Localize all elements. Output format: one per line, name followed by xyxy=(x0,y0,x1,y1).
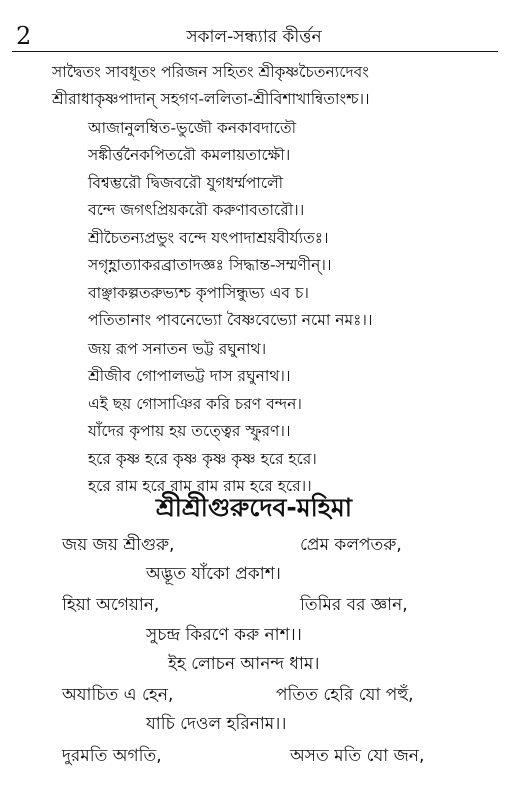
prayer-line: সঙ্কীর্ত্তনৈকপিতরৌ কমলায়তাক্ষৌ। xyxy=(88,146,291,164)
prayer-line: হরে কৃষ্ণ হরে কৃষ্ণ কৃষ্ণ কৃষ্ণ হরে হরে। xyxy=(88,450,317,468)
verse-bottom: যাচি দেওল হরিনাম।। xyxy=(146,714,287,734)
verse-left: হিয়া অগেয়ান, xyxy=(62,595,160,615)
prayer-line: বন্দে জগৎপ্রিয়করৌ করুণাবতারৌ।। xyxy=(88,201,305,219)
header-rule xyxy=(12,51,498,52)
prayer-line: বাঞ্ছাকল্পতরুভ্যশ্চ কৃপাসিন্ধুভ্য এব চ। xyxy=(88,284,309,302)
verse-bottom: অদ্ভূত যাঁকো প্রকাশ। xyxy=(146,564,281,584)
verse-right: তিমির বর জ্ঞান, xyxy=(300,595,408,615)
prayer-line: পতিতানাং পাবনেভ্যো বৈষ্ণবেভ্যো নমো নমঃ।। xyxy=(88,311,373,329)
verse-center: ইহ লোচন আনন্দ ধাম। xyxy=(168,654,320,674)
prayer-line: যাঁদের কৃপায় হয় তত্ত্বের স্ফুরণ।। xyxy=(88,422,291,440)
prayer-line: হরে রাম হরে রাম রাম রাম হরে হরে।। xyxy=(88,477,312,495)
prayer-line: সগৃহ্ণাত্যাকরব্রাতাদজ্ঞঃ সিদ্ধান্ত-সম্মণীন্।। xyxy=(88,256,332,274)
prayer-line: আজানুলম্বিত-ভুজৌ কনকাবদাতৌ xyxy=(88,119,297,137)
verse-right: অসত মতি যো জন, xyxy=(290,746,425,766)
prayer-line: শ্রীরাধাকৃষ্ণপাদান্ সহগণ-ললিতা-শ্রীবিশাখান্বিতাংশ্চ।। xyxy=(52,90,370,108)
song-title: শ্রীশ্রীগুরুদেব-মহিমা xyxy=(155,493,353,522)
running-header: সকাল-সন্ধ্যার কীর্ত্তন xyxy=(186,27,322,47)
prayer-line: বিশ্বম্ভরৌ দ্বিজবরৌ যুগধর্ম্মপালৌ xyxy=(88,174,284,192)
verse-left: দুরমতি অগতি, xyxy=(62,746,162,766)
prayer-line: শ্রীজীব গোপালভট্ট দাস রঘুনাথ।। xyxy=(88,367,291,385)
verse-left: অযাচিত এ হেন, xyxy=(62,685,174,705)
verse-bottom: সুচন্দ্র কিরণে করু নাশ।। xyxy=(146,625,302,645)
prayer-line: এই ছয় গোসাঞির করি চরণ বন্দন। xyxy=(88,395,302,413)
verse-right: প্রেম কলপতরু, xyxy=(300,535,402,555)
page-number: 2 xyxy=(16,22,32,50)
verse-left: জয় জয় শ্রীগুরু, xyxy=(62,535,175,555)
prayer-line: শ্রীচৈতন্যপ্রভুং বন্দে যৎপাদাশ্রয়বীর্য্যতঃ। xyxy=(88,229,329,247)
prayer-line: সাদ্বৈতং সাবধূতং পরিজন সহিতং শ্রীকৃষ্ণচৈতন্যদেবং xyxy=(52,63,369,81)
prayer-line: জয় রূপ সনাতন ভট্ট রঘুনাথ। xyxy=(88,340,267,358)
verse-right: পতিত হেরি যো পহুঁ, xyxy=(276,685,414,705)
